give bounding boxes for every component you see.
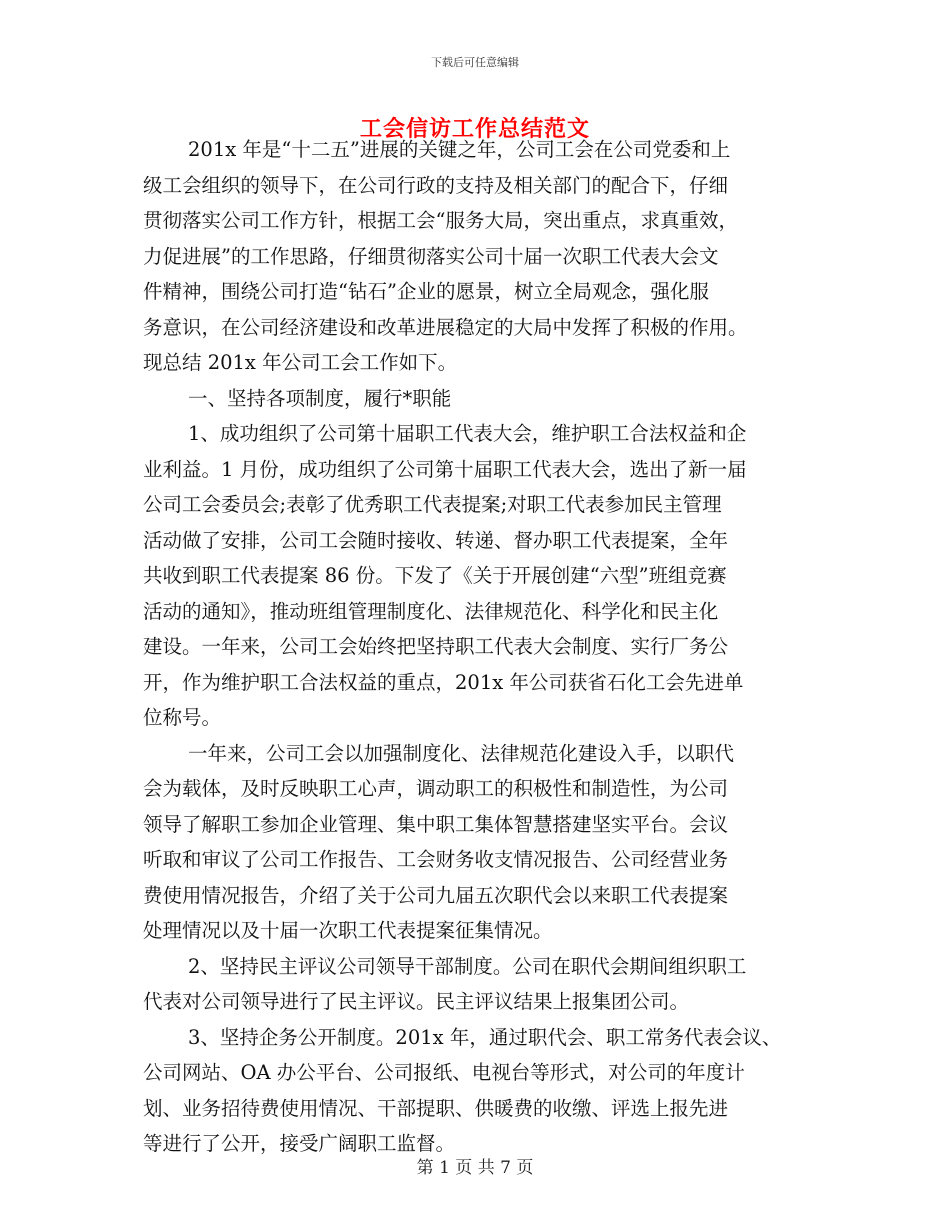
body-line: 现总结 201x 年公司工会工作如下。	[143, 351, 458, 374]
body-line: 公司网站、OA 办公平台、公司报纸、电视台等形式，对公司的年度计	[143, 1061, 745, 1084]
body-line: 建设。一年来，公司工会始终把坚持职工代表大会制度、实行厂务公	[143, 635, 729, 658]
body-line: 一年来，公司工会以加强制度化、法律规范化建设入手，以职代	[188, 741, 735, 765]
body-line: 公司工会委员会;表彰了优秀职工代表提案;对职工代表参加民主管理	[143, 493, 722, 516]
body-line: 会为载体，及时反映职工心声，调动职工的积极性和制造性，为公司	[143, 777, 729, 800]
body-line: 活动的通知》，推动班组管理制度化、法律规范化、科学化和民主化	[143, 599, 719, 623]
body-line: 共收到职工代表提案 86 份。下发了《关于开展创建“六型”班组竞赛	[143, 564, 727, 587]
body-line: 代表对公司领导进行了民主评议。民主评议结果上报集团公司。	[143, 990, 690, 1013]
body-line: 费使用情况报告，介绍了关于公司九届五次职代会以来职工代表提案	[143, 883, 729, 907]
body-line: 贯彻落实公司工作方针，根据工会“服务大局，突出重点，求真重效，	[143, 209, 738, 232]
body-line: 业利益。1 月份，成功组织了公司第十届职工代表大会，选出了新一届	[143, 457, 747, 481]
body-line: 位称号。	[143, 706, 222, 729]
body-line: 201x 年是“十二五”进展的关键之年，公司工会在公司党委和上	[188, 138, 731, 161]
page-footer-number: 第 1 页 共 7 页	[416, 1158, 534, 1178]
page-header-note: 下载后可任意编辑	[431, 56, 519, 69]
body-line: 1、成功组织了公司第十届职工代表大会，维护职工合法权益和企	[188, 422, 747, 445]
body-line: 2、坚持民主评议公司领导干部制度。公司在职代会期间组织职工	[188, 954, 747, 978]
body-line: 听取和审议了公司工作报告、工会财务收支情况报告、公司经营业务	[143, 848, 729, 871]
body-line: 等进行了公开，接受广阔职工监督。	[143, 1132, 456, 1155]
body-line: 划、业务招待费使用情况、干部提职、供暖费的收缴、评选上报先进	[143, 1096, 729, 1120]
body-line: 件精神，围绕公司打造“钻石”企业的愿景，树立全局观念，强化服	[143, 280, 709, 303]
body-line: 务意识，在公司经济建设和改革进展稳定的大局中发挥了积极的作用。	[143, 315, 748, 339]
body-line: 力促进展”的工作思路，仔细贯彻落实公司十届一次职工代表大会文	[143, 244, 719, 268]
body-line: 3、坚持企务公开制度。201x 年，通过职代会、职工常务代表会议、	[188, 1025, 782, 1049]
body-line: 开，作为维护职工合法权益的重点，201x 年公司获省石化工会先进单	[143, 670, 744, 694]
body-line: 处理情况以及十届一次职工代表提案征集情况。	[143, 919, 553, 942]
section-heading: 一、坚持各项制度，履行*职能	[188, 386, 452, 410]
body-line: 领导了解职工参加企业管理、集中职工集体智慧搭建坚实平台。会议	[143, 812, 729, 836]
body-line: 级工会组织的领导下，在公司行政的支持及相关部门的配合下，仔细	[143, 173, 729, 197]
document-body	[143, 132, 833, 1162]
document-title: 工会信访工作总结范文	[359, 116, 590, 142]
body-line: 活动做了安排，公司工会随时接收、转递、督办职工代表提案，全年	[143, 528, 729, 552]
